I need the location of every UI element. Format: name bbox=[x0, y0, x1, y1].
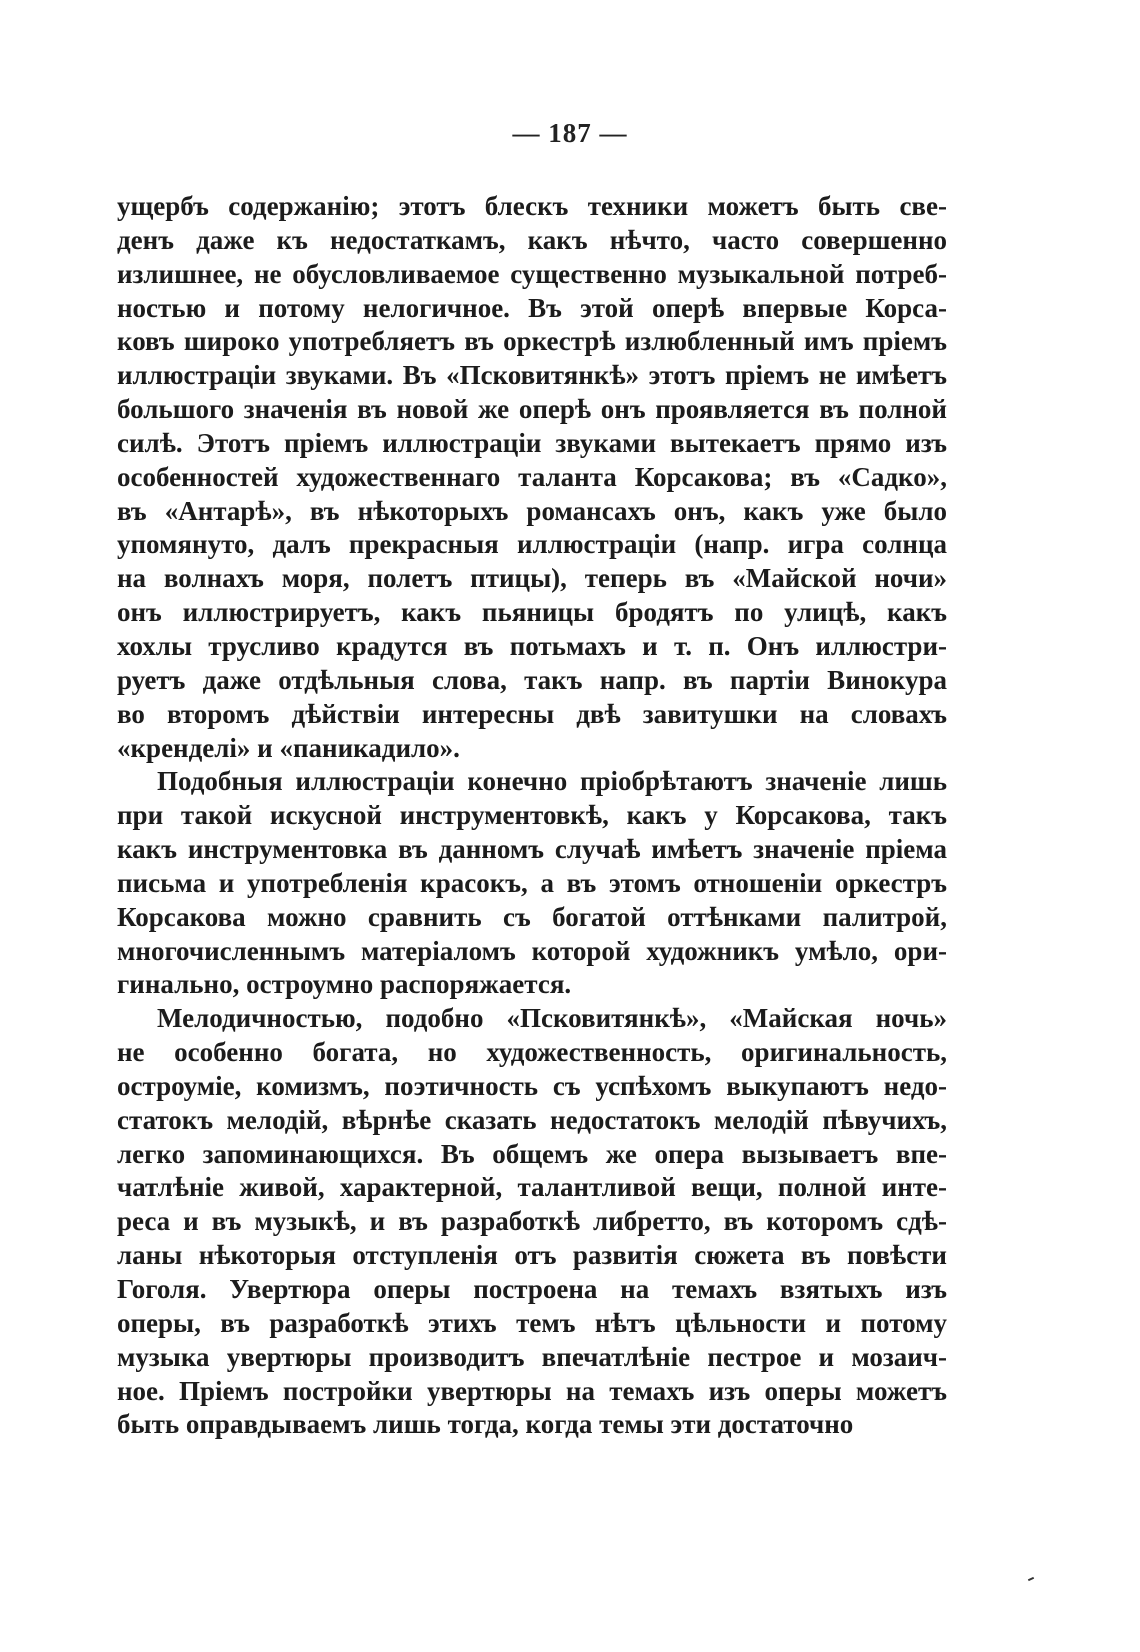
text-line: большого значенія въ новой же оперѣ онъ проявляется въ полной bbox=[117, 394, 947, 425]
text-line: иллюстраціи звуками. Въ «Псковитянкѣ» этотъ пріемъ не имѣетъ bbox=[117, 360, 947, 391]
text-line: денъ даже къ недостаткамъ, какъ нѣчто, часто совершенно bbox=[117, 224, 947, 255]
text-line: остроуміе, комизмъ, поэтичность съ успѣхомъ выкупаютъ недо- bbox=[117, 1070, 947, 1101]
text-line: «кренделі» и «паникадило». bbox=[117, 732, 460, 763]
text-line: силѣ. Этотъ пріемъ иллюстраціи звуками вытекаетъ прямо изъ bbox=[117, 427, 947, 458]
text-line: ностью и потому нелогичное. Въ этой оперѣ впервые Корса- bbox=[117, 292, 947, 323]
text-line: легко запоминающихся. Въ общемъ же опера вызываетъ впе- bbox=[117, 1138, 947, 1169]
text-line: во второмъ дѣйствіи интересны двѣ завитушки на словахъ bbox=[117, 698, 947, 729]
text-line: въ «Антарѣ», въ нѣкоторыхъ романсахъ онъ, какъ уже было bbox=[117, 495, 947, 526]
text-line: Корсакова можно сравнить съ богатой оттѣнками палитрой, bbox=[117, 901, 947, 932]
text-line: при такой искусной инструментовкѣ, какъ у Корсакова, такъ bbox=[117, 800, 947, 831]
text-line: музыка увертюры производитъ впечатлѣніе пестрое и мозаич- bbox=[117, 1341, 947, 1372]
text-line: статокъ мелодій, вѣрнѣе сказать недостатокъ мелодій пѣвучихъ, bbox=[117, 1104, 947, 1135]
text-line: чатлѣніе живой, характерной, талантливой вещи, полной инте- bbox=[117, 1172, 947, 1203]
text-line: Подобныя иллюстраціи конечно пріобрѣтаютъ значеніе лишь bbox=[157, 766, 947, 797]
text-line: руетъ даже отдѣльныя слова, такъ напр. въ партіи Винокура bbox=[117, 664, 947, 695]
paragraph bbox=[117, 765, 947, 1002]
text-line: реса и въ музыкѣ, и въ разработкѣ либретто, въ которомъ сдѣ- bbox=[117, 1206, 947, 1237]
text-line: не особенно богата, но художественность, оригинальность, bbox=[117, 1037, 947, 1068]
text-line: на волнахъ моря, полетъ птицы), теперь въ «Майской ночи» bbox=[117, 563, 947, 594]
ink-speck bbox=[1028, 1577, 1034, 1581]
paragraph bbox=[117, 1002, 947, 1442]
text-line: письма и употребленія красокъ, а въ этомъ отношеніи оркестръ bbox=[117, 867, 947, 898]
text-line: ное. Пріемъ постройки увертюры на темахъ изъ оперы можетъ bbox=[117, 1375, 947, 1406]
text-line: многочисленнымъ матеріаломъ которой художникъ умѣло, ори- bbox=[117, 935, 947, 966]
text-line: ковъ широко употребляетъ въ оркестрѣ излюбленный имъ пріемъ bbox=[117, 326, 947, 357]
body-text bbox=[117, 190, 947, 1442]
text-line: излишнее, не обусловливаемое существенно музыкальной потреб- bbox=[117, 258, 947, 289]
text-line: хохлы трусливо крадутся въ потьмахъ и т. п. Онъ иллюстри- bbox=[117, 630, 947, 661]
page-number: — 187 — bbox=[512, 118, 628, 148]
text-line: быть оправдываемъ лишь тогда, когда темы эти достаточно bbox=[117, 1409, 854, 1440]
text-line: какъ инструментовка въ данномъ случаѣ имѣетъ значеніе пріема bbox=[117, 834, 947, 865]
text-line: Мелодичностью, подобно «Псковитянкѣ», «Майская ночь» bbox=[157, 1003, 947, 1034]
text-line: Гоголя. Увертюра оперы построена на темахъ взятыхъ изъ bbox=[117, 1274, 947, 1304]
text-line: упомянуто, далъ прекрасныя иллюстраціи (напр. игра солнца bbox=[117, 529, 947, 560]
text-line: ущербъ содержанію; этотъ блескъ техники можетъ быть све- bbox=[117, 191, 947, 221]
text-line: особенностей художественнаго таланта Корсакова; въ «Садко», bbox=[117, 461, 947, 492]
text-line: гинально, остроумно распоряжается. bbox=[117, 969, 572, 1000]
text-line: ланы нѣкоторыя отступленія отъ развитія сюжета въ повѣсти bbox=[117, 1240, 947, 1271]
text-line: онъ иллюстрируетъ, какъ пьяницы бродятъ по улицѣ, какъ bbox=[117, 597, 947, 628]
text-line: оперы, въ разработкѣ этихъ темъ нѣтъ цѣльности и потому bbox=[117, 1307, 947, 1338]
paragraph bbox=[117, 190, 947, 765]
